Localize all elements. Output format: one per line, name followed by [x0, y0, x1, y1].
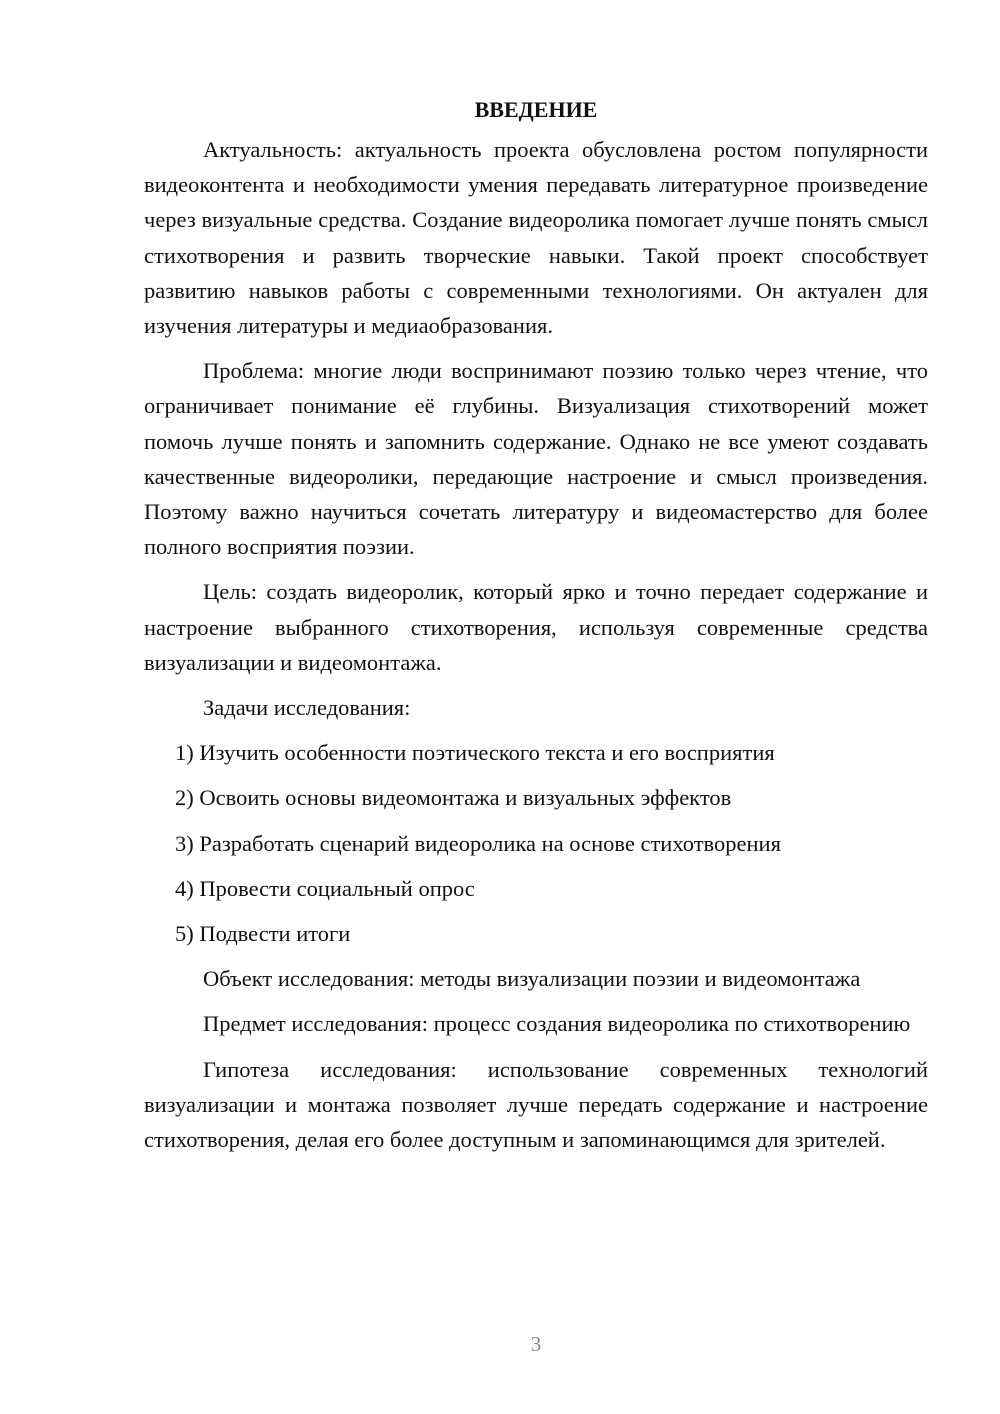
page-number: 3 [530, 1332, 542, 1356]
problem-paragraph: Проблема: многие люди воспринимают поэзию только через чтение, что ограничивает понимание её глубины. Визуализация стихотворений может помочь лучше понять и запомнить содержание. Однако не все умеют создавать качественные видеоролики, передающие настроение и смысл произведения. Поэтому важно научиться сочетать литературу и видеомастерство для более полного восприятия поэзии. [144, 358, 928, 560]
object-paragraph: Объект исследования: методы визуализации поэзии и видеомонтажа [203, 966, 861, 992]
task-item: 3) Разработать сценарий видеоролика на основе стихотворения [175, 830, 781, 856]
document-page [144, 92, 928, 1167]
task-item: 4) Провести социальный опрос [175, 875, 475, 901]
task-item: 5) Подвести итоги [175, 921, 351, 947]
tasks-list [144, 735, 928, 951]
subject-paragraph: Предмет исследования: процесс создания видеоролика по стихотворению [203, 1011, 911, 1037]
task-item: 2) Освоить основы видеомонтажа и визуальных эффектов [175, 785, 732, 811]
section-heading: ВВЕДЕНИЕ [474, 97, 598, 122]
hypothesis-paragraph: Гипотеза исследования: использование современных технологий визуализации и монтажа позволяет лучше передать содержание и настроение стихотворения, делая его более доступным и запоминающимся для зрителей. [144, 1056, 928, 1153]
relevance-paragraph: Актуальность: актуальность проекта обусловлена ростом популярности видеоконтента и необходимости умения передавать литературное произведение через визуальные средства. Создание видеоролика помогает лучше понять смысл стихотворения и развить творческие навыки. Такой проект способствует развитию навыков работы с современными технологиями. Он актуален для изучения литературы и медиаобразования. [144, 137, 928, 339]
task-item: 1) Изучить особенности поэтического текста и его восприятия [175, 740, 775, 766]
goal-paragraph: Цель: создать видеоролик, который ярко и точно передает содержание и настроение выбранного стихотворения, используя современные средства визуализации и видеомонтажа. [144, 579, 928, 675]
tasks-title: Задачи исследования: [203, 695, 411, 721]
